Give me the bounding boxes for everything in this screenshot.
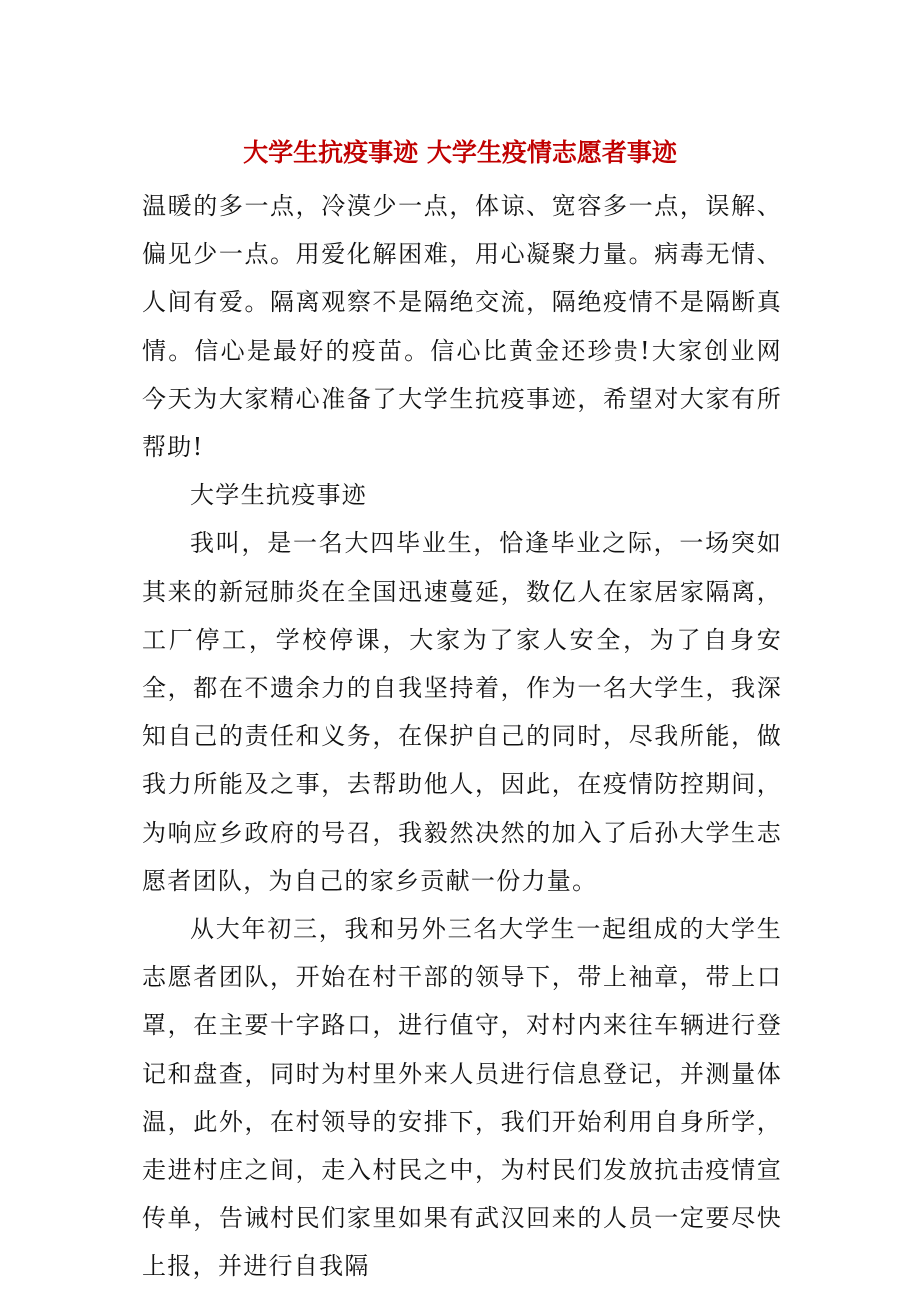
intro-paragraph: 温暖的多一点，冷漠少一点，体谅、宽容多一点，误解、偏见少一点。用爱化解困难，用心凝聚力量。病毒无情、人间有爱。隔离观察不是隔绝交流，隔绝疫情不是隔断真情。信心是最好的疫苗。信心比黄金还珍贵!大家创业网今天为大家精心准备了大学生抗疫事迹，希望对大家有所帮助! (142, 192, 782, 462)
section-heading: 大学生抗疫事迹 (190, 481, 368, 510)
body-paragraph-2: 从大年初三，我和另外三名大学生一起组成的大学生志愿者团队，开始在村干部的领导下，带上袖章，带上口罩，在主要十字路口，进行值守，对村内来往车辆进行登记和盘查，同时为村里外来人员进行信息登记，并测量体温，此外，在村领导的安排下，我们开始利用自身所学，走进村庄之间，走入村民之中，为村民们发放抗击疫情宣传单，告诫村民们家里如果有武汉回来的人员一定要尽快上报，并进行自我隔 (142, 915, 782, 1281)
body-paragraph-1: 我叫，是一名大四毕业生，恰逢毕业之际，一场突如其来的新冠肺炎在全国迅速蔓延，数亿人在家居家隔离，工厂停工，学校停课，大家为了家人安全，为了自身安全，都在不遗余力的自我坚持着，作为一名大学生，我深知自己的责任和义务，在保护自己的同时，尽我所能，做我力所能及之事，去帮助他人，因此，在疫情防控期间，为响应乡政府的号召，我毅然决然的加入了后孙大学生志愿者团队，为自己的家乡贡献一份力量。 (142, 529, 782, 895)
document-body (142, 182, 782, 1291)
document-title: 大学生抗疫事迹 大学生疫情志愿者事迹 (243, 137, 677, 167)
